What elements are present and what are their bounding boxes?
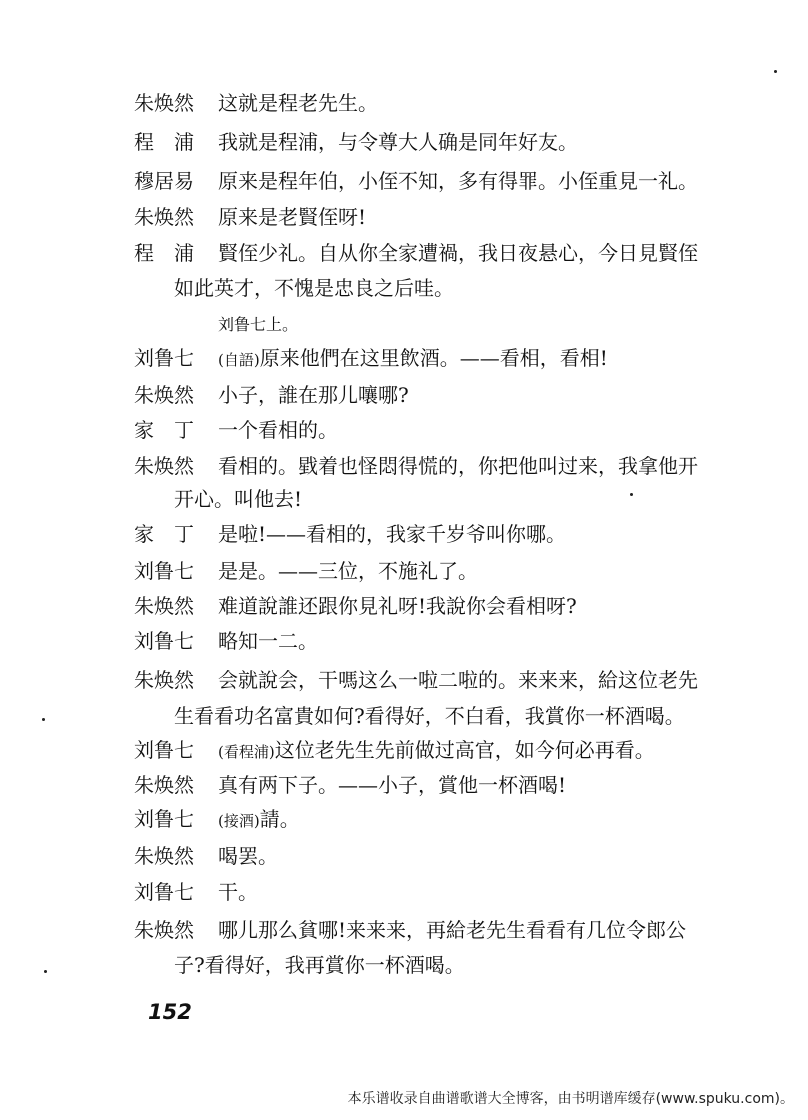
stage-direction-text: 刘鲁七上。 [218, 315, 299, 334]
dialogue-line [0, 730, 808, 770]
speech-body: 这位老先生先前做过高官，如今何必再看。 [274, 738, 655, 762]
speech-text [218, 799, 300, 841]
speaker-name: 朱焕然 [134, 773, 194, 797]
speaker-name: 刘鲁七 [134, 880, 194, 904]
speech-text: 一个看相的。 [218, 418, 338, 442]
speaker-name: 朱焕然 [134, 918, 194, 942]
speech-text: 难道說誰还跟你見礼呀!我說你会看相呀? [218, 594, 577, 618]
page-number: 152 [148, 1000, 192, 1024]
speech-text: 原来是程年伯，小侄不知，多有得罪。小侄重見一礼。 [218, 169, 698, 193]
dialogue-line [0, 621, 808, 661]
speaker-name: 朱焕然 [134, 668, 194, 692]
speech-text: 生看看功名富貴如何?看得好，不白看，我賞你一杯酒喝。 [174, 704, 685, 728]
aside-note: (自語) [218, 351, 260, 369]
speaker-name: 刘鲁七 [134, 346, 194, 370]
speech-text: 略知一二。 [218, 629, 318, 653]
speech-text: 是是。——三位，不施礼了。 [218, 559, 478, 583]
speaker-name: 刘鲁七 [134, 559, 194, 583]
dialogue-continuation [0, 268, 808, 308]
dialogue-line [0, 836, 808, 876]
speech-text: 看相的。戥着也怪悶得慌的，你把他叫过来，我拿他开 [218, 454, 698, 478]
scan-speck [44, 970, 47, 973]
speech-text [218, 338, 608, 380]
speech-text: 我就是程浦，与令尊大人确是同年好友。 [218, 130, 578, 154]
speaker-name: 朱焕然 [134, 205, 194, 229]
dialogue-line [0, 161, 808, 201]
dialogue-line [0, 799, 808, 839]
dialogue-line [0, 586, 808, 626]
speech-text: 賢侄少礼。自从你全家遭禍，我日夜悬心，今日見賢侄 [218, 241, 698, 265]
dialogue-line [0, 197, 808, 237]
speaker-name: 刘鲁七 [134, 738, 194, 762]
dialogue-continuation [0, 479, 808, 519]
speaker-name: 朱焕然 [134, 91, 194, 115]
speech-text: 子?看得好，我再賞你一杯酒喝。 [174, 953, 465, 977]
speaker-name: 程 浦 [134, 130, 194, 154]
speech-text: 原来是老賢侄呀! [218, 205, 367, 229]
dialogue-line [0, 872, 808, 912]
dialogue-line [0, 410, 808, 450]
speaker-name: 家 丁 [134, 522, 194, 546]
dialogue-line [0, 375, 808, 415]
speech-text: 干。 [218, 880, 258, 904]
speaker-name: 刘鲁七 [134, 807, 194, 831]
dialogue-line [0, 233, 808, 273]
speech-body: 原来他們在这里飲酒。——看相，看相! [259, 346, 608, 370]
dialogue-line [0, 122, 808, 162]
speaker-name: 朱焕然 [134, 594, 194, 618]
speech-text: 真有两下子。——小子，賞他一杯酒喝! [218, 773, 567, 797]
dialogue-continuation [0, 945, 808, 985]
speaker-name: 家 丁 [134, 418, 194, 442]
speech-text: 小子，誰在那儿嚷哪? [218, 383, 409, 407]
scan-speck [42, 718, 45, 721]
speech-text: 是啦!——看相的，我家千岁爷叫你哪。 [218, 522, 567, 546]
aside-note: (接酒) [218, 812, 260, 830]
speech-text: 这就是程老先生。 [218, 91, 378, 115]
dialogue-line [0, 551, 808, 591]
speech-text: 如此英才，不愧是忠良之后哇。 [174, 276, 454, 300]
dialogue-line [0, 83, 808, 123]
dialogue-line [0, 514, 808, 554]
speech-text: 喝罢。 [218, 844, 278, 868]
scan-speck [774, 70, 777, 73]
speech-text: 哪儿那么貧哪!来来来，再給老先生看看有几位令郎公 [218, 918, 687, 942]
speech-text: 开心。叫他去! [174, 487, 303, 511]
dialogue-line [0, 338, 808, 378]
speech-text: 会就說会，干嗎这么一啦二啦的。来来来，給这位老先 [218, 668, 698, 692]
speaker-name: 刘鲁七 [134, 629, 194, 653]
speaker-name: 穆居易 [134, 169, 194, 193]
source-footer: 本乐谱收录自曲谱歌谱大全博客，由书明谱库缓存(www.spuku.com)。 [347, 1091, 794, 1107]
speaker-name: 朱焕然 [134, 454, 194, 478]
speech-body: 請。 [259, 807, 300, 831]
speaker-name: 朱焕然 [134, 844, 194, 868]
speaker-name: 程 浦 [134, 241, 194, 265]
aside-note: (看程浦) [218, 743, 275, 761]
dialogue-line [0, 910, 808, 950]
speaker-name: 朱焕然 [134, 383, 194, 407]
dialogue-line [0, 660, 808, 700]
scan-speck [630, 493, 633, 496]
